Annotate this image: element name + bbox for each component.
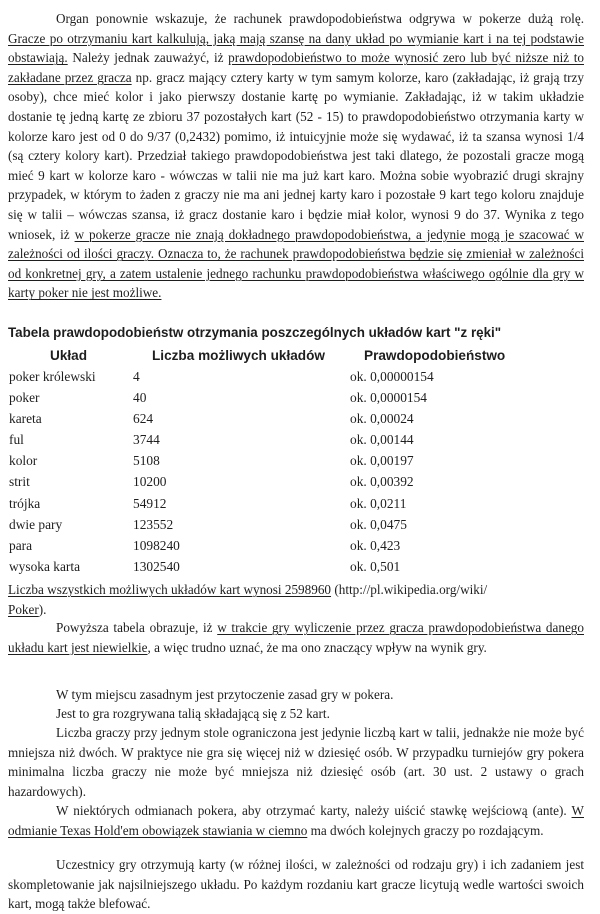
combination-count: 1098240	[133, 537, 180, 553]
combination-count: 10200	[133, 474, 167, 490]
hand-name: dwie pary	[9, 516, 63, 532]
text-segment: Należy jednak zauważyć, iż	[67, 50, 229, 66]
paragraph-gameplay: Uczestnicy gry otrzymują karty (w różnej ilości, w zależności od rodzaju gry) i ich zadaniem jest skompletowanie jak najsilniejszego układu. Po każdym rozdaniu kart gracze licytują wedle wartości swoich kart, mogą także blefować.	[8, 857, 584, 912]
probability-value: ok. 0,0475	[350, 516, 407, 532]
table-row	[0, 390, 600, 411]
text-segment: Organ ponownie wskazuje, że rachunek prawdopodobieństwa odgrywa w pokerze dużą rolę.	[56, 11, 584, 26]
table-row	[0, 474, 600, 495]
hand-name: ful	[9, 432, 24, 448]
combination-count: 624	[133, 411, 154, 427]
probability-value: ok. 0,00144	[350, 432, 414, 448]
table-row	[0, 411, 600, 432]
table-row	[0, 538, 600, 559]
paragraph-ante	[8, 801, 584, 840]
header-hand: Układ	[50, 348, 88, 363]
paragraph-table-summary	[8, 618, 584, 657]
table-title: Tabela prawdopodobieństw otrzymania poszczególnych układów kart "z ręki"	[8, 325, 502, 340]
probability-value: ok. 0,501	[350, 558, 401, 574]
text-segment: ma dwóch kolejnych graczy po rozdającym.	[307, 822, 544, 838]
text-segment: , a więc trudno uznać, że ma ono znaczący wpływ na wynik gry.	[147, 639, 487, 655]
table-header-row	[0, 348, 600, 368]
paragraph-players: Liczba graczy przy jednym stole ograniczona jest jedynie liczbą kart w talii, jednakże nie może być mniejsza niż dwóch. W praktyce nie gra się więcej niż w dziesięć osób. W przypadku turniejów gry pokera minimalna liczba graczy nie może być mniejsza niż dziesięć osób (art. 30 ust. 2 ustawy o grach hazardowych).	[8, 725, 584, 799]
hand-name: kareta	[9, 411, 42, 427]
underlined-text: Liczba wszystkich możliwych układów kart wynosi 2598960	[8, 582, 332, 597]
table-row	[0, 559, 600, 580]
combination-count: 40	[133, 390, 147, 406]
probability-value: ok. 0,00000154	[350, 369, 434, 384]
paragraph-probability-intro	[8, 9, 584, 303]
combination-count: 1302540	[133, 558, 180, 574]
text-segment: Powyższa tabela obrazuje, iż	[56, 620, 218, 635]
hand-name: wysoka karta	[9, 558, 81, 574]
hand-name: trójka	[9, 495, 41, 511]
underlined-text: w trakcie gry wyliczenie przez gracza prawdopodobieństwa danego układu kart jest niewielkie	[8, 620, 584, 655]
header-probability: Prawdopodobieństwo	[364, 348, 506, 363]
hand-name: strit	[9, 474, 30, 490]
probability-value: ok. 0,00392	[350, 474, 414, 490]
underlined-text: prawdopodobieństwo to może wynosić zero lub być niższe niż to zakładane przez gracza	[8, 50, 584, 85]
table-row	[0, 432, 600, 453]
table-row	[0, 517, 600, 538]
probability-value: ok. 0,423	[350, 537, 401, 553]
probability-table	[0, 369, 600, 580]
underlined-text: w pokerze gracze nie znają dokładnego prawdopodobieństwa, a jedynie mogą je szacować w zależności od ilości graczy. Oznacza to, że rachunek prawdopodobieństwa będzie się zmieniał w zależności od konkretnej gry, a zatem ustalenie jednego rachunku prawdopodobieństwa właściwego ogólnie dla gry w karty poker nie jest możliwe.	[8, 226, 584, 301]
underlined-text: W odmianie Texas Hold'em obowiązek stawiania w ciemno	[8, 803, 584, 838]
hand-name: poker	[9, 390, 40, 406]
table-source	[8, 580, 592, 619]
source-url-end[interactable]: Poker	[8, 601, 39, 617]
table-row	[0, 453, 600, 474]
text-segment: ).	[38, 601, 47, 617]
table-row	[0, 496, 600, 517]
text-segment: np. gracz mający cztery karty w tym samym kolorze, karo (zakładając, iż grają trzy osoby), chce mieć kolor i jako pierwszy dostanie kartę po wymianie. Zakładając, iż w takim układzie dostanie tę jedną kartę ze zbioru 37 pozostałych kart (52 - 15) to prawdopodobieństwo otrzymania karty w kolorze karo jest od 0 do 9/37 (0,2432) pomimo, iż intuicyjnie może się wydawać, iż ta szansa wynosi 1/4 (są cztery kolory kart). Przedział takiego prawdopodobieństwa jest taki dlatego, że pozostali gracze mogą mieć 9 kart w kolorze karo - wówczas w talii nie ma już kart karo. Można sobie wyobrazić drugi skrajny przypadek, w którym to żaden z graczy nie ma ani jednej karty karo i pozostałe 9 kart tego koloru znajduje się w talii – wówczas szansa, iż gracz dostanie karo i będzie miał kolor, wynosi 9 do 37. Wynika z tego wniosek, iż	[8, 69, 585, 242]
probability-value: ok. 0,00197	[350, 453, 414, 469]
header-combinations: Liczba możliwych układów	[152, 348, 325, 363]
paragraph-rules-intro: W tym miejscu zasadnym jest przytoczenie zasad gry w pokera.	[56, 687, 394, 702]
paragraph-deck: Jest to gra rozgrywana talią składającą się z 52 kart.	[56, 706, 330, 721]
combination-count: 3744	[133, 432, 160, 448]
combination-count: 5108	[133, 453, 160, 469]
hand-name: kolor	[9, 453, 38, 469]
text-segment: W niektórych odmianach pokera, aby otrzymać karty, należy uiścić stawkę wejściową (ante).	[56, 803, 572, 818]
combination-count: 54912	[133, 495, 167, 511]
combination-count: 4	[133, 369, 140, 384]
source-url[interactable]: (http://pl.wikipedia.org/wiki/	[331, 582, 488, 597]
probability-value: ok. 0,0000154	[350, 390, 427, 406]
underlined-text: Gracze po otrzymaniu kart kalkulują, jaką mają szansę na dany układ po wymianie kart i na tej podstawie obstawiają.	[8, 30, 584, 66]
probability-value: ok. 0,0211	[350, 495, 407, 511]
combination-count: 123552	[133, 516, 174, 532]
table-row	[0, 369, 600, 390]
probability-value: ok. 0,00024	[350, 411, 414, 427]
hand-name: para	[9, 537, 33, 553]
hand-name: poker królewski	[9, 369, 96, 384]
